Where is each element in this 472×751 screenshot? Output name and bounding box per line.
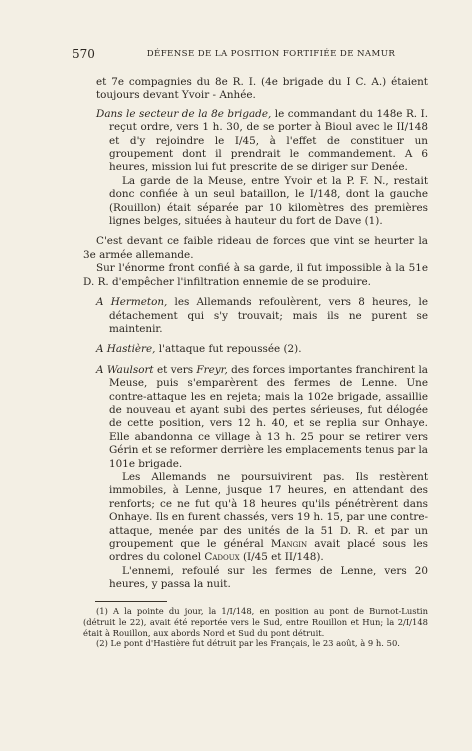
paragraph-2: Dans le secteur de la 8e brigade, le commandant du 148e R. I. reçut ordre, vers 1 h. 30, de se porter à Bioul avec le II/148 et d'y rejoindre le I/45, à l'effet de constituer un groupement dont il prendrait le commandement. A 6 heures, mission lui fut prescrite de se diriger sur Denée. (96, 107, 428, 174)
footnote-2: (2) Le pont d'Hastière fut détruit par les Français, le 23 août, à 9 h. 50. (96, 638, 400, 649)
paragraph-allemands: Les Allemands ne poursuivirent pas. Ils restèrent immobiles, à Lenne, jusque 17 heures, en attendant des renforts; ce ne fut qu'à 18 heures qu'ils pénétrèrent dans Onhaye. Ils en furent chassés, vers 19 h. 15, par une contre-attaque, menée par des unités de la 51 D. R. et par un groupement que le général Mangin avait placé sous les ordres du colonel Cadoux (I/45 et II/148). (109, 470, 429, 564)
paragraph-waulsort: A Waulsort et vers Freyr, des forces importantes franchirent la Meuse, puis s'emparèrent des fermes de Lenne. Une contre-attaque les en rejeta; mais la 102e brigade, assaillie de nouveau et ayant subi des pertes sérieuses, fut délogée de cette position, vers 12 h. 40, et se replia sur Onhaye. Elle abandonna ce village à 13 h. 25 pour se retirer vers Gérin et se reformer derrière les emplacements tenus par la 101e brigade. (96, 363, 428, 470)
place-waulsort: A Waulsort (96, 363, 154, 376)
page-number: 570 (72, 47, 95, 61)
place-freyr: Freyr, (196, 363, 228, 376)
main-text (83, 76, 428, 592)
paragraph-3: La garde de la Meuse, entre Yvoir et la P. F. N., restait donc confiée à un seul bataillon, le I/148, dont la gauche (Rouillon) était séparée par 10 kilomètres des premières lignes belges, situées à hauteur du fort de Dave (1). (109, 174, 428, 228)
paragraph-hermeton: A Hermeton, les Allemands refoulèrent, vers 8 heures, le détachement qui s'y trouvait; mais ils ne purent se maintenir. (96, 296, 428, 335)
footnote-1: (1) A la pointe du jour, la 1/I/148, en position au pont de Burnot-Lustin (détruit le 22), avait été reportée vers le Sud, entre Rouillon et Hun; la 2/I/148 était à Rouillon, aux abords Nord et Sud du pont détruit. (83, 606, 428, 638)
place-hermeton: A Hermeton, (96, 296, 168, 309)
footnotes (83, 606, 428, 649)
paragraph-hastiere: A Hastière, l'attaque fut repoussée (2). (96, 343, 302, 356)
running-title: DÉFENSE DE LA POSITION FORTIFIÉE DE NAMUR (146, 49, 396, 59)
name-cadoux: Cadoux (204, 551, 240, 564)
paragraph-4: C'est devant ce faible rideau de forces que vint se heurter la 3e armée allemande. (83, 235, 428, 261)
name-mangin: Mangin (270, 538, 308, 550)
paragraph-5: Sur l'énorme front confié à sa garde, il fut impossible à la 51e D. R. d'empêcher l'infiltration ennemie de se produire. (83, 262, 428, 288)
paragraph-ennemi: L'ennemi, refoulé sur les fermes de Lenne, vers 20 heures, y passa la nuit. (109, 564, 428, 591)
page-header (72, 47, 432, 63)
sector-heading: Dans le secteur de la 8e brigade, (96, 107, 272, 120)
footnote-divider (95, 601, 167, 602)
paragraph-1: et 7e compagnies du 8e R. I. (4e brigade du I C. A.) étaient toujours devant Yvoir - Anhée. (96, 76, 428, 102)
place-hastiere: A Hastière, (96, 343, 156, 356)
